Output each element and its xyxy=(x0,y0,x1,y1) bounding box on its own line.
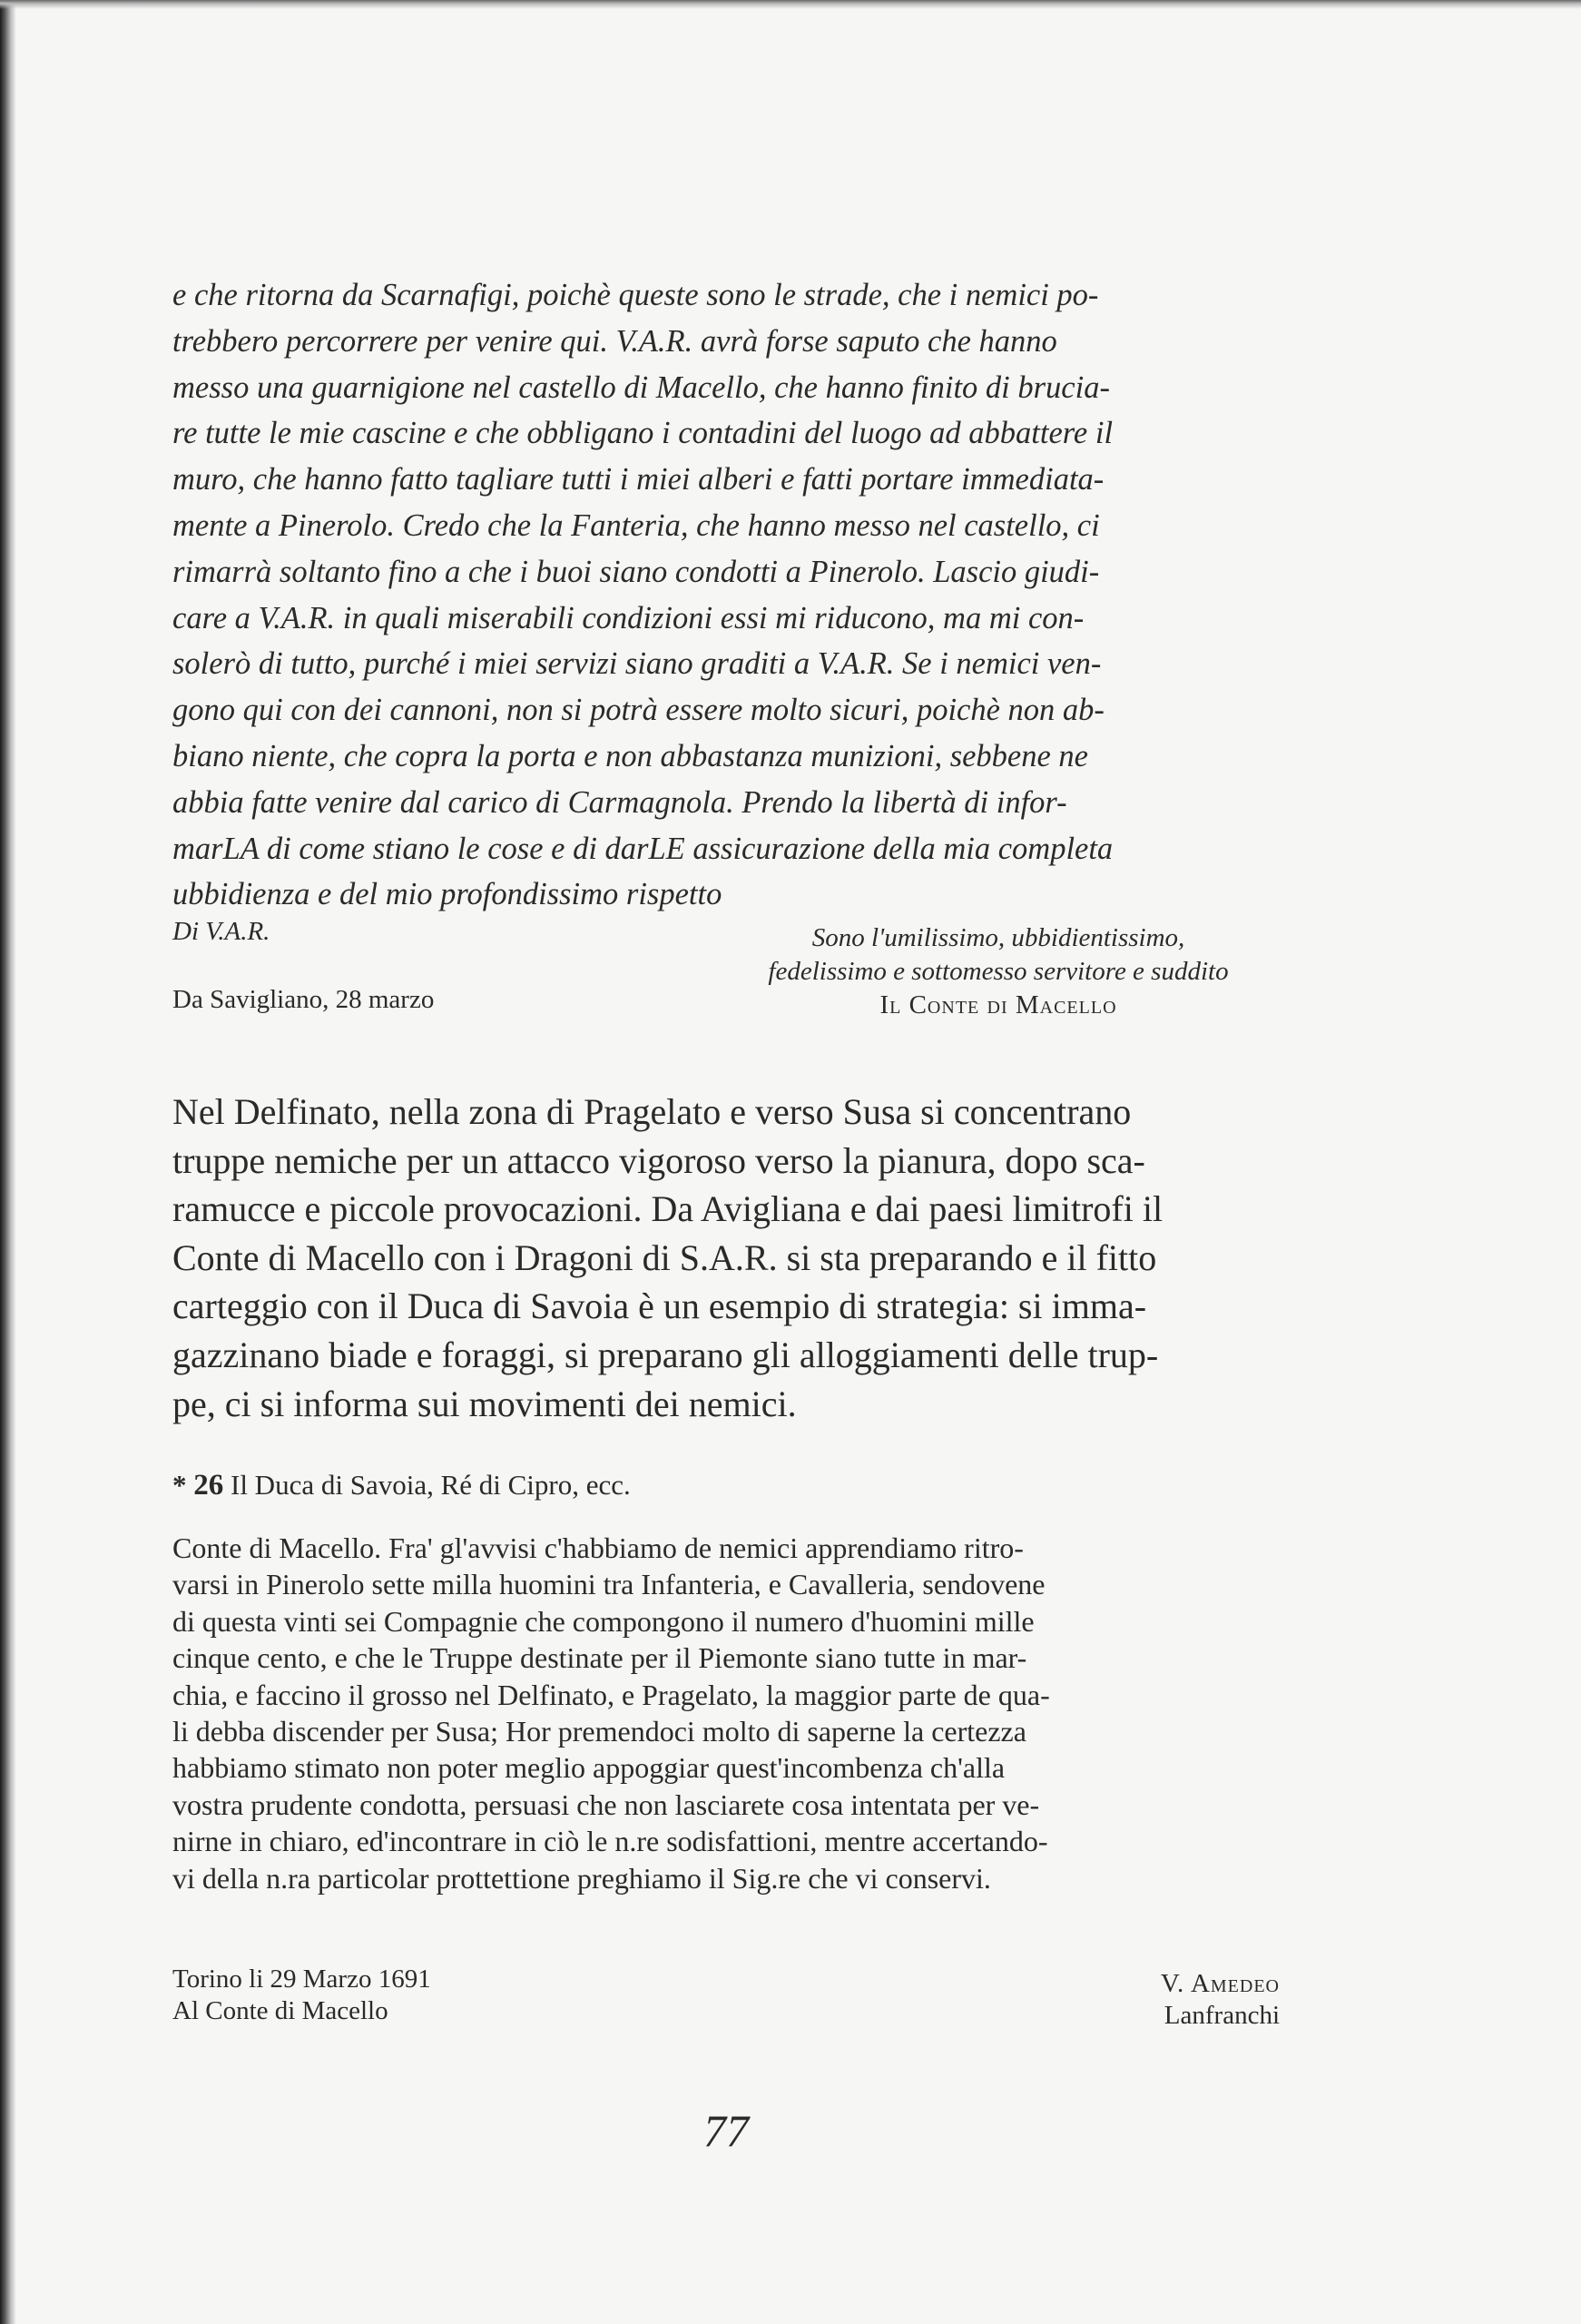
document-marker: * xyxy=(172,1469,187,1501)
narrative-line: pe, ci si informa sui movimenti dei nemici. xyxy=(172,1383,797,1424)
document-line: di questa vinti sei Compagnie che compongono il numero d'huomini mille xyxy=(172,1604,1035,1638)
document-line: vi della n.ra particolar prottettione preghiamo il Sig.re che vi conservi. xyxy=(172,1861,991,1895)
top-edge-shadow xyxy=(0,0,1581,9)
document-title: Il Duca di Savoia, Ré di Cipro, ecc. xyxy=(231,1469,631,1501)
letter-line: trebbero percorrere per venire qui. V.A.R. avrà forse saputo che hanno xyxy=(172,323,1057,359)
letter-line: marLA di come stiano le cose e di darLE assicurazione della mia completa xyxy=(172,831,1114,866)
document-line: cinque cento, e che le Truppe destinate per il Piemonte siano tutte in mar- xyxy=(172,1641,1027,1675)
document-line: li debba discender per Susa; Hor premendoci molto di saperne la certezza xyxy=(172,1715,1026,1748)
letter-signature: Il Conte di Macello xyxy=(879,990,1117,1019)
document-line: nirne in chiaro, ed'incontrare in ciò le n.re sodisfattioni, mentre accertando- xyxy=(172,1825,1048,1858)
document-line: Conte di Macello. Fra' gl'avvisi c'habbiamo de nemici apprendiamo ritro- xyxy=(172,1531,1024,1564)
binding-shadow xyxy=(0,0,16,2324)
closing-line-2: fedelissimo e sottomesso servitore e suddito xyxy=(768,957,1229,986)
document-line: vostra prudente condotta, persuasi che non lasciarete cosa intentata per ve- xyxy=(172,1787,1040,1821)
document-number: 26 xyxy=(193,1469,224,1502)
closing-line-1: Sono l'umilissimo, ubbidientissimo, xyxy=(811,923,1185,952)
narrative-line: Nel Delfinato, nella zona di Pragelato e verso Susa si concentrano xyxy=(172,1091,1132,1132)
letter-line: biano niente, che copra la porta e non abbastanza munizioni, sebbene ne xyxy=(172,738,1088,773)
letter-place-date: Da Savigliano, 28 marzo xyxy=(172,985,435,1014)
letter-closing xyxy=(717,921,1280,1022)
narrative-line: ramucce e piccole provocazioni. Da Avigliana e dai paesi limitrofi il xyxy=(172,1188,1164,1230)
page-number: 77 xyxy=(703,2105,749,2156)
letter-line: messo una guarnigione nel castello di Macello, che hanno finito di brucia- xyxy=(172,369,1110,405)
letter-line: solerò di tutto, purché i miei servizi siano graditi a V.A.R. Se i nemici ven- xyxy=(172,646,1102,682)
document-heading xyxy=(172,1469,631,1502)
document-line: habbiamo stimato non poter meglio appoggiar quest'incombenza ch'alla xyxy=(172,1751,1006,1785)
document-place-block xyxy=(172,1964,431,2027)
document-line: varsi in Pinerolo sette milla huomini tra Infanteria, e Cavalleria, sendovene xyxy=(172,1568,1046,1601)
letter-addressee: Di V.A.R. xyxy=(172,917,270,946)
narrative-line: carteggio con il Duca di Savoia è un esempio di strategia: si imma- xyxy=(172,1285,1147,1327)
narrative-line: gazzinano biade e foraggi, si preparano gli alloggiamenti delle trup- xyxy=(172,1334,1159,1375)
letter-line: ubbidienza e del mio profondissimo rispetto xyxy=(172,877,722,912)
narrative-paragraph xyxy=(172,1088,1281,1428)
narrative-line: truppe nemiche per un attacco vigoroso verso la pianura, dopo sca- xyxy=(172,1139,1145,1181)
document-recipient: Al Conte di Macello xyxy=(172,1996,388,2025)
narrative-line: Conte di Macello con i Dragoni di S.A.R. si sta preparando e il fitto xyxy=(172,1236,1157,1278)
letter-line: e che ritorna da Scarnafigi, poichè queste sono le strade, che i nemici po- xyxy=(172,278,1099,312)
letter-line: muro, che hanno fatto tagliare tutti i miei alberi e fatti portare immediata- xyxy=(172,462,1105,497)
letter-line: rimarrà soltanto fino a che i buoi siano condotti a Pinerolo. Lascio giudi- xyxy=(172,554,1100,589)
document-signatures xyxy=(1053,1968,1280,2032)
document-signer: V. Amedeo xyxy=(1160,1969,1280,1998)
document-body xyxy=(172,1530,1281,1896)
document-place-date: Torino li 29 Marzo 1691 xyxy=(172,1965,431,1994)
letter-line: re tutte le mie cascine e che obbligano i contadini del luogo ad abbattere il xyxy=(172,416,1114,451)
letter-continuation xyxy=(172,272,1281,918)
document-line: chia, e faccino il grosso nel Delfinato, e Pragelato, la maggior parte de qua- xyxy=(172,1678,1050,1711)
letter-line: abbia fatte venire dal carico di Carmagnola. Prendo la libertà di infor- xyxy=(172,784,1067,820)
letter-line: care a V.A.R. in quali miserabili condizioni essi mi riducono, ma mi con- xyxy=(172,600,1085,635)
letter-line: gono qui con dei cannoni, non si potrà essere molto sicuri, poichè non ab- xyxy=(172,693,1105,728)
document-countersigner: Lanfranchi xyxy=(1164,2001,1280,2030)
letter-line: mente a Pinerolo. Credo che la Fanteria, che hanno messo nel castello, ci xyxy=(172,507,1100,543)
